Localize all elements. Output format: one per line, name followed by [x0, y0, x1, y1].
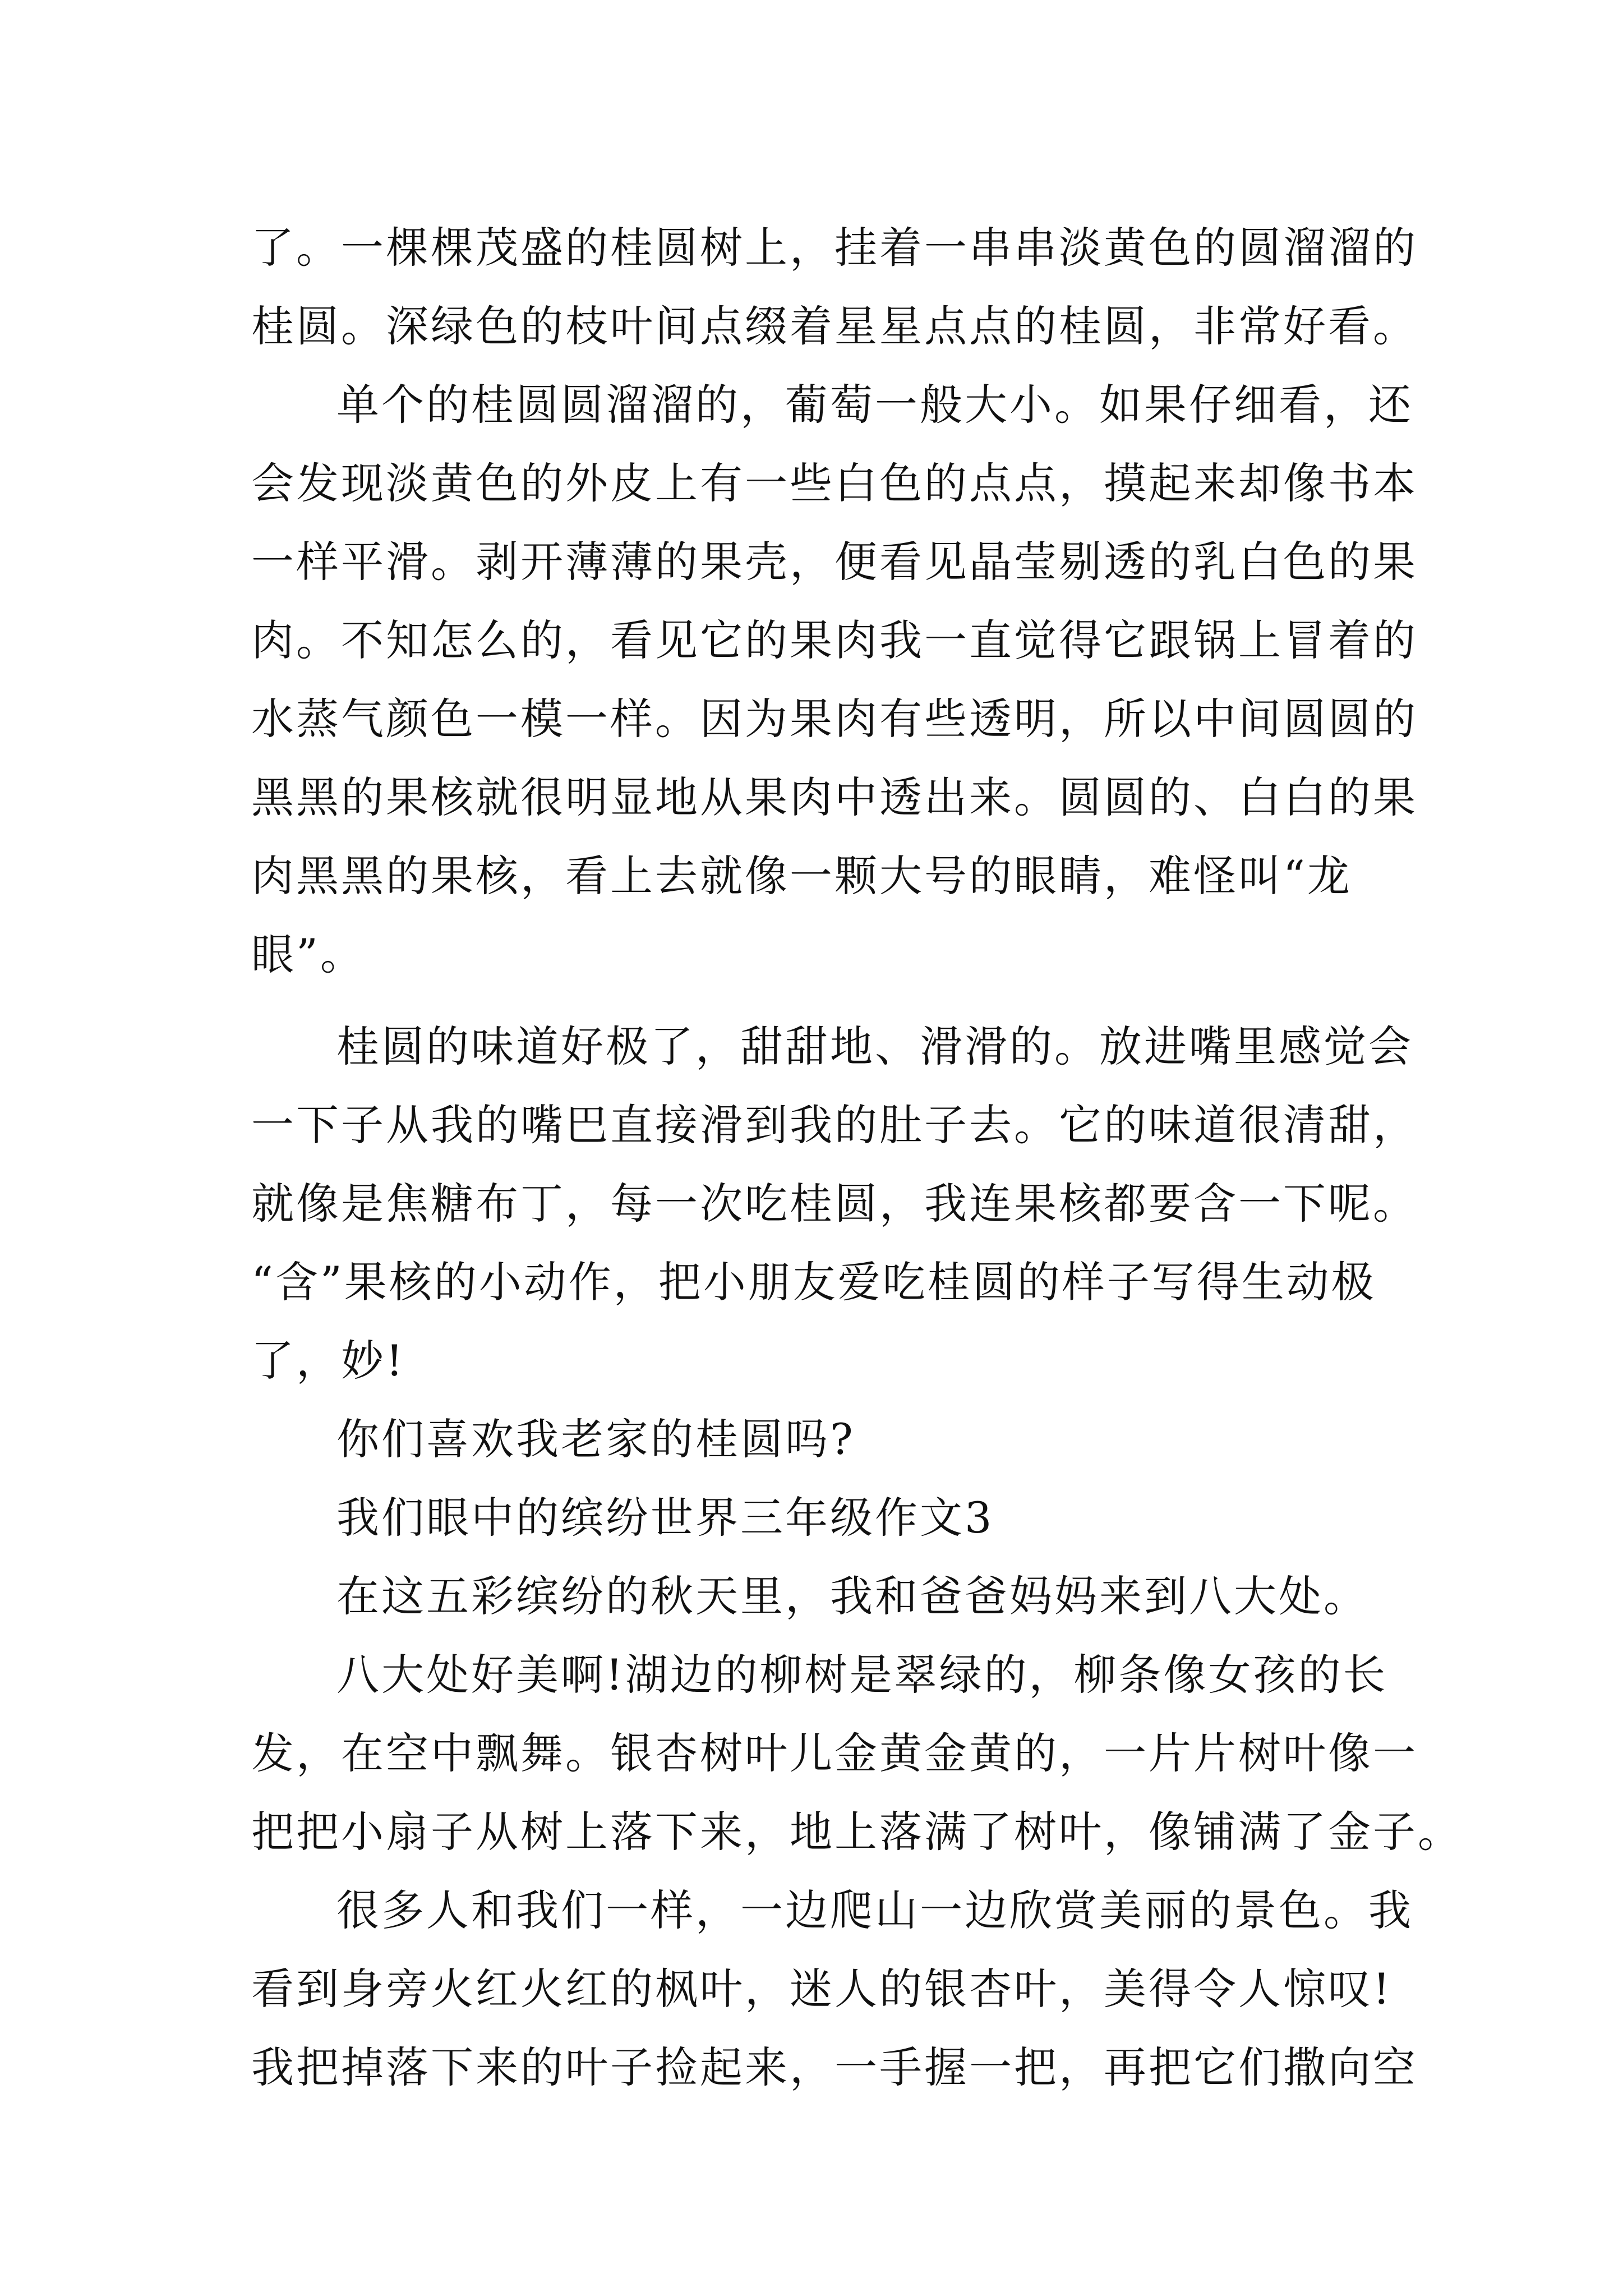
text-line: 就像是焦糖布丁，每一次吃桂圆，我连果核都要含一下呢。 — [251, 1179, 1418, 1228]
text-line: 了，妙! — [251, 1336, 405, 1386]
text-line: 桂圆。深绿色的枝叶间点缀着星星点点的桂圆，非常好看。 — [251, 301, 1418, 351]
paragraph-start-line: 桂圆的味道好极了，甜甜地、滑滑的。放进嘴里感觉会 — [336, 1022, 1413, 1071]
paragraph-start-line: 八大处好美啊!湖边的柳树是翠绿的，柳条像女孩的长 — [336, 1650, 1388, 1700]
paragraph-start-line: 你们喜欢我老家的桂圆吗? — [336, 1414, 855, 1464]
document-body — [251, 209, 1463, 2107]
paragraph-start-line: 在这五彩缤纷的秋天里，我和爸爸妈妈来到八大处。 — [336, 1571, 1368, 1621]
text-line: 一下子从我的嘴巴直接滑到我的肚子去。它的味道很清甜， — [251, 1100, 1418, 1150]
essay-title-line: 我们眼中的缤纷世界三年级作文3 — [336, 1493, 994, 1543]
text-line: 发，在空中飘舞。银杏树叶儿金黄金黄的，一片片树叶像一 — [251, 1728, 1418, 1778]
text-line: 了。一棵棵茂盛的桂圆树上，挂着一串串淡黄色的圆溜溜的 — [251, 223, 1418, 273]
text-line: 我把掉落下来的叶子捡起来，一手握一把，再把它们撒向空 — [251, 2042, 1418, 2092]
text-line: 一样平滑。剥开薄薄的果壳，便看见晶莹剔透的乳白色的果 — [251, 537, 1418, 587]
paragraph-start-line: 单个的桂圆圆溜溜的，葡萄一般大小。如果仔细看，还 — [336, 380, 1413, 430]
text-line: “含”果核的小动作，把小朋友爱吃桂圆的样子写得生动极 — [251, 1257, 1376, 1307]
text-line: 把把小扇子从树上落下来，地上落满了树叶，像铺满了金子。 — [251, 1807, 1463, 1857]
text-line: 会发现淡黄色的外皮上有一些白色的点点，摸起来却像书本 — [251, 458, 1418, 508]
text-line: 水蒸气颜色一模一样。因为果肉有些透明，所以中间圆圆的 — [251, 694, 1418, 744]
text-line: 眼”。 — [251, 930, 365, 979]
text-line: 肉黑黑的果核，看上去就像一颗大号的眼睛，难怪叫“龙 — [251, 851, 1352, 901]
text-line: 肉。不知怎么的，看见它的果肉我一直觉得它跟锅上冒着的 — [251, 615, 1418, 665]
paragraph-start-line: 很多人和我们一样，一边爬山一边欣赏美丽的景色。我 — [336, 1885, 1413, 1935]
text-line: 黑黑的果核就很明显地从果肉中透出来。圆圆的、白白的果 — [251, 772, 1418, 822]
text-line: 看到身旁火红火红的枫叶，迷人的银杏叶，美得令人惊叹! — [251, 1964, 1393, 2014]
